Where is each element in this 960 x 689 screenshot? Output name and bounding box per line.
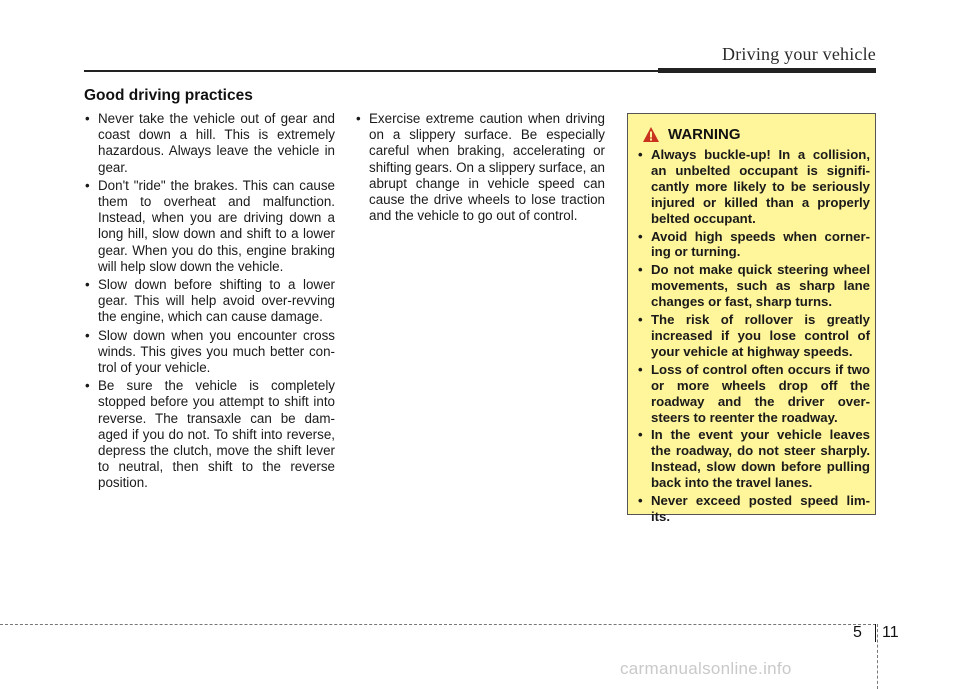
header-rule (84, 70, 658, 72)
warning-triangle-icon (642, 126, 660, 143)
section-title: Driving your vehicle (722, 44, 876, 64)
practices-list-continued (355, 111, 605, 224)
warning-box (627, 113, 876, 524)
list-item: • Exercise extreme caution when driving on a slippery surface. Be especially careful when braking, accelerating or shifting gears. On a slippery surface, an abrupt change in vehicle speed can cause the drive wheels to lose traction and the vehicle to go out of control. (355, 111, 605, 224)
list-item: • Be sure the vehicle is completely stopped before you attempt to shift into reverse. The transaxle can be dam-aged if you do not. To shift into reverse, depress the clutch, move the shift lever to neutral, then shift to the reverse position. (84, 378, 335, 491)
left-column (84, 111, 335, 494)
list-item: • Slow down before shifting to a lower gear. This will help avoid over-revving the engine, which can cause damage. (84, 277, 335, 326)
warning-title: WARNING (668, 126, 741, 143)
warning-header (642, 126, 741, 143)
page-number-divider (875, 624, 876, 642)
watermark: carmanualsonline.info (620, 659, 792, 678)
list-item: • Never take the vehicle out of gear and coast down a hill. This is extremely hazardous. Always leave the vehicle in gear. (84, 111, 335, 176)
list-item: • Don't "ride" the brakes. This can cause them to overheat and malfunction. Instead, when you are driving down a long hill, slow down and shift to a lower gear. When you do this, engine braking will help slow down the vehicle. (84, 178, 335, 275)
warning-list (637, 147, 870, 527)
header-rule-accent (658, 68, 876, 73)
footer-rule (0, 624, 876, 625)
chapter-number: 5 (853, 624, 862, 641)
page-number: 11 (882, 624, 899, 641)
middle-column (355, 111, 605, 226)
page-heading: Good driving practices (84, 87, 253, 104)
warning-item: • Avoid high speeds when corner-ing or turning. (637, 229, 870, 261)
warning-item: • Never exceed posted speed lim-its. (637, 493, 870, 525)
warning-item: • The risk of rollover is greatly increased if you lose control of your vehicle at highway speeds. (637, 312, 870, 360)
warning-item: • Loss of control often occurs if two or more wheels drop off the roadway and the driver over-steers to reenter the roadway. (637, 362, 870, 426)
warning-item: • Always buckle-up! In a collision, an unbelted occupant is signifi-cantly more likely to be seriously injured or killed than a properly belted occupant. (637, 147, 870, 227)
practices-list (84, 111, 335, 492)
footer-vertical-rule (877, 624, 878, 689)
list-item: • Slow down when you encounter cross winds. This gives you much better con-trol of your vehicle. (84, 328, 335, 377)
warning-item: • In the event your vehicle leaves the roadway, do not steer sharply. Instead, slow down before pulling back into the travel lanes. (637, 427, 870, 491)
warning-item: • Do not make quick steering wheel movements, such as sharp lane changes or fast, sharp turns. (637, 262, 870, 310)
